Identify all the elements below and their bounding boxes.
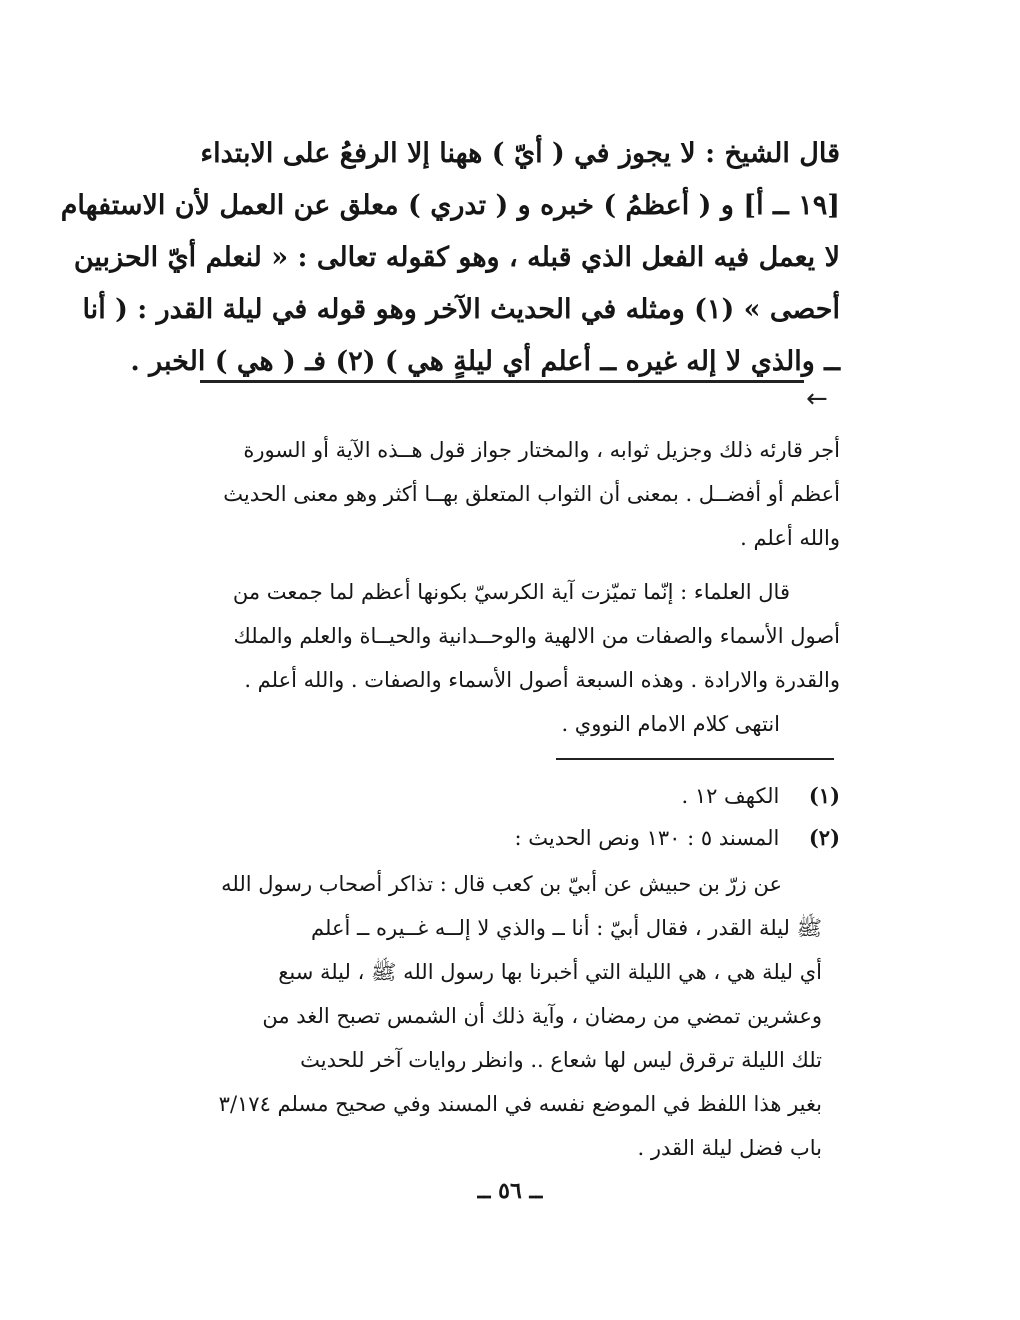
commentary-line: أجر قارئه ذلك وجزيل ثوابه ، والمختار جواز قول هــذه الآية أو السورة <box>243 438 840 462</box>
commentary-line: والقدرة والارادة . وهذه السبعة أصول الأسماء والصفات . والله أعلم . <box>244 668 840 692</box>
footnote-1 <box>186 776 840 816</box>
footnote-number: (٢) <box>808 825 840 850</box>
continuation-arrow-icon: ← <box>806 384 828 414</box>
footnote-number: (١) <box>808 783 840 808</box>
commentary-line: أعظم أو أفضــل . بمعنى أن الثواب المتعلق بهــا أكثر وهو معنى الحديث <box>223 482 840 506</box>
footnote-body-line: وعشرين تمضي من رمضان ، وآية ذلك أن الشمس تصبح الغد من <box>262 1004 822 1028</box>
main-text-block <box>60 128 840 388</box>
main-text-line: ــ والذي لا إله غيره ــ أعلم أي ليلةٍ هي ) (٢) فـ ( هي ) الخبر . <box>130 346 840 377</box>
footnote-body-line: عن زرّ بن حبيش عن أبيّ بن كعب قال : تذاكر أصحاب رسول الله <box>221 872 782 896</box>
footnote-text: المسند ٥ : ١٣٠ ونص الحديث : <box>514 826 780 850</box>
commentary-paragraph-1 <box>186 428 840 560</box>
commentary-paragraph-2 <box>186 570 840 746</box>
footnote-divider <box>556 758 834 760</box>
commentary-line: أصول الأسماء والصفات من الالهية والوحــدانية والحيــاة والعلم والملك <box>233 624 840 648</box>
main-text-divider <box>200 380 804 383</box>
main-text-line: أحصى » (١) ومثله في الحديث الآخر وهو قوله في ليلة القدر : ( أنا <box>82 294 840 325</box>
main-text-line: [١٩ ــ أ] و ( أعظمُ ) خبره و ( تدري ) معلق عن العمل لأن الاستفهام <box>60 190 840 221</box>
footnote-2 <box>186 818 840 858</box>
commentary-line: انتهى كلام الامام النووي . <box>561 712 780 736</box>
commentary-line: قال العلماء : إنّما تميّزت آية الكرسيّ بكونها أعظم لما جمعت من <box>232 580 790 604</box>
footnote-body-line: باب فضل ليلة القدر . <box>637 1136 822 1160</box>
main-text-line: قال الشيخ : لا يجوز في ( أيّ ) ههنا إلا الرفعُ على الابتداء <box>200 138 840 169</box>
page-number: ــ ٥٦ ــ <box>477 1178 543 1204</box>
footnote-body-line: تلك الليلة ترقرق ليس لها شعاع .. وانظر روايات آخر للحديث <box>300 1048 822 1072</box>
footnote-body-line: أي ليلة هي ، هي الليلة التي أخبرنا بها رسول الله ﷺ ، ليلة سبع <box>278 960 822 984</box>
commentary-line: والله أعلم . <box>740 526 840 550</box>
footnote-2-body <box>188 862 822 1170</box>
main-text-line: لا يعمل فيه الفعل الذي قبله ، وهو كقوله تعالى : « لنعلم أيّ الحزبين <box>73 242 840 273</box>
footnote-body-line: ﷺ ليلة القدر ، فقال أبيّ : أنا ــ والذي لا إلــه غــيره ــ أعلم <box>311 916 822 940</box>
footnote-text: الكهف ١٢ . <box>681 784 780 808</box>
footnote-body-line: بغير هذا اللفظ في الموضع نفسه في المسند وفي صحيح مسلم ٣/١٧٤ <box>218 1092 822 1116</box>
